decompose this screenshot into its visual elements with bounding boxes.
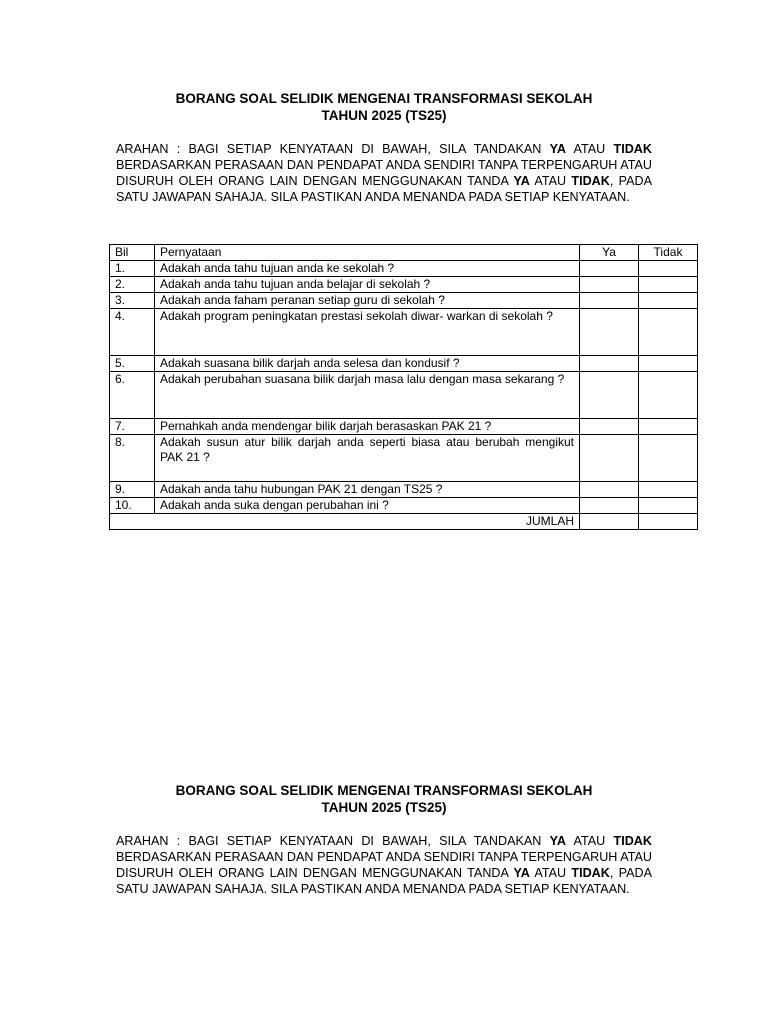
instructions-text: ATAU [566,834,614,848]
row-number: 2. [110,277,155,293]
row-number: 8. [110,435,155,482]
tidak-answer-cell[interactable] [639,372,698,419]
ya-answer-cell[interactable] [580,356,639,372]
instructions-ya: YA [549,142,566,156]
table-row [110,419,698,435]
instructions-ya: YA [513,866,530,880]
ya-answer-cell[interactable] [580,498,639,514]
ya-answer-cell[interactable] [580,372,639,419]
row-statement: Adakah program peningkatan prestasi sekolah diwar- warkan di sekolah ? [155,309,580,356]
tidak-answer-cell[interactable] [639,419,698,435]
instructions-tidak: TIDAK [613,142,652,156]
row-statement: Adakah perubahan suasana bilik darjah masa lalu dengan masa sekarang ? [155,372,580,419]
row-statement: Adakah anda tahu hubungan PAK 21 dengan TS25 ? [155,482,580,498]
table-header-row [110,245,698,261]
ya-answer-cell[interactable] [580,293,639,309]
row-number: 9. [110,482,155,498]
instructions-text: , PADA SATU JAWAPAN SAHAJA. SILA PASTIKAN ANDA MENANDA PADA SETIAP KENYATAAN. [116,866,652,896]
form-title-line2: TAHUN 2025 (TS25) [321,108,447,123]
row-statement: Adakah anda faham peranan setiap guru di sekolah ? [155,293,580,309]
header-bil: Bil [110,245,155,261]
tidak-total-cell[interactable] [639,514,698,530]
row-number: 10. [110,498,155,514]
header-tidak: Tidak [639,245,698,261]
tidak-answer-cell[interactable] [639,498,698,514]
instructions-ya: YA [513,174,530,188]
row-statement: Adakah susun atur bilik darjah anda seperti biasa atau berubah mengikut PAK 21 ? [155,435,580,482]
header-ya: Ya [580,245,639,261]
instructions-text: ARAHAN : BAGI SETIAP KENYATAAN DI BAWAH, SILA TANDAKAN [116,142,550,156]
instructions-paragraph [116,141,652,205]
ya-answer-cell[interactable] [580,419,639,435]
instructions-text: BERDASARKAN PERASAAN DAN PENDAPAT ANDA SENDIRI TANPA TERPENGARUH ATAU DISURUH OLEH ORANG LAIN DENGAN MENGGUNAKAN TANDA [116,850,652,880]
instructions-paragraph [116,833,652,897]
instructions-tidak: TIDAK [571,866,610,880]
row-number: 7. [110,419,155,435]
table-row [110,277,698,293]
row-number: 3. [110,293,155,309]
ya-answer-cell[interactable] [580,482,639,498]
total-label: JUMLAH [110,514,580,530]
ya-answer-cell[interactable] [580,277,639,293]
row-number: 5. [110,356,155,372]
row-statement: Adakah anda tahu tujuan anda ke sekolah ? [155,261,580,277]
tidak-answer-cell[interactable] [639,309,698,356]
row-number: 1. [110,261,155,277]
table-row [110,372,698,419]
tidak-answer-cell[interactable] [639,356,698,372]
ya-answer-cell[interactable] [580,435,639,482]
ya-total-cell[interactable] [580,514,639,530]
instructions-text: ARAHAN : BAGI SETIAP KENYATAAN DI BAWAH, SILA TANDAKAN [116,834,550,848]
instructions-tidak: TIDAK [571,174,610,188]
ya-answer-cell[interactable] [580,309,639,356]
instructions-text: , PADA SATU JAWAPAN SAHAJA. SILA PASTIKAN ANDA MENANDA PADA SETIAP KENYATAAN. [116,174,652,204]
table-row [110,435,698,482]
tidak-answer-cell[interactable] [639,482,698,498]
tidak-answer-cell[interactable] [639,277,698,293]
form-title-line2: TAHUN 2025 (TS25) [321,800,447,815]
tidak-answer-cell[interactable] [639,293,698,309]
instructions-ya: YA [549,834,566,848]
total-row [110,514,698,530]
table-row [110,309,698,356]
tidak-answer-cell[interactable] [639,261,698,277]
instructions-tidak: TIDAK [613,834,652,848]
questionnaire-table [109,244,698,530]
table-row [110,261,698,277]
row-statement: Adakah anda suka dengan perubahan ini ? [155,498,580,514]
row-statement: Adakah anda tahu tujuan anda belajar di sekolah ? [155,277,580,293]
row-number: 4. [110,309,155,356]
form-header-2 [116,782,652,897]
instructions-text: ATAU [566,142,614,156]
table-row [110,293,698,309]
form-title-line1: BORANG SOAL SELIDIK MENGENAI TRANSFORMASI SEKOLAH [175,783,593,798]
row-statement: Adakah suasana bilik darjah anda selesa dan kondusif ? [155,356,580,372]
table-row [110,482,698,498]
table-row [110,498,698,514]
instructions-text: BERDASARKAN PERASAAN DAN PENDAPAT ANDA SENDIRI TANPA TERPENGARUH ATAU DISURUH OLEH ORANG LAIN DENGAN MENGGUNAKAN TANDA [116,158,652,188]
row-statement: Pernahkah anda mendengar bilik darjah berasaskan PAK 21 ? [155,419,580,435]
row-number: 6. [110,372,155,419]
ya-answer-cell[interactable] [580,261,639,277]
form-header-1 [116,90,652,205]
form-title-line1: BORANG SOAL SELIDIK MENGENAI TRANSFORMASI SEKOLAH [175,91,593,106]
instructions-text: ATAU [529,174,572,188]
header-statement: Pernyataan [155,245,580,261]
tidak-answer-cell[interactable] [639,435,698,482]
table-row [110,356,698,372]
instructions-text: ATAU [529,866,572,880]
